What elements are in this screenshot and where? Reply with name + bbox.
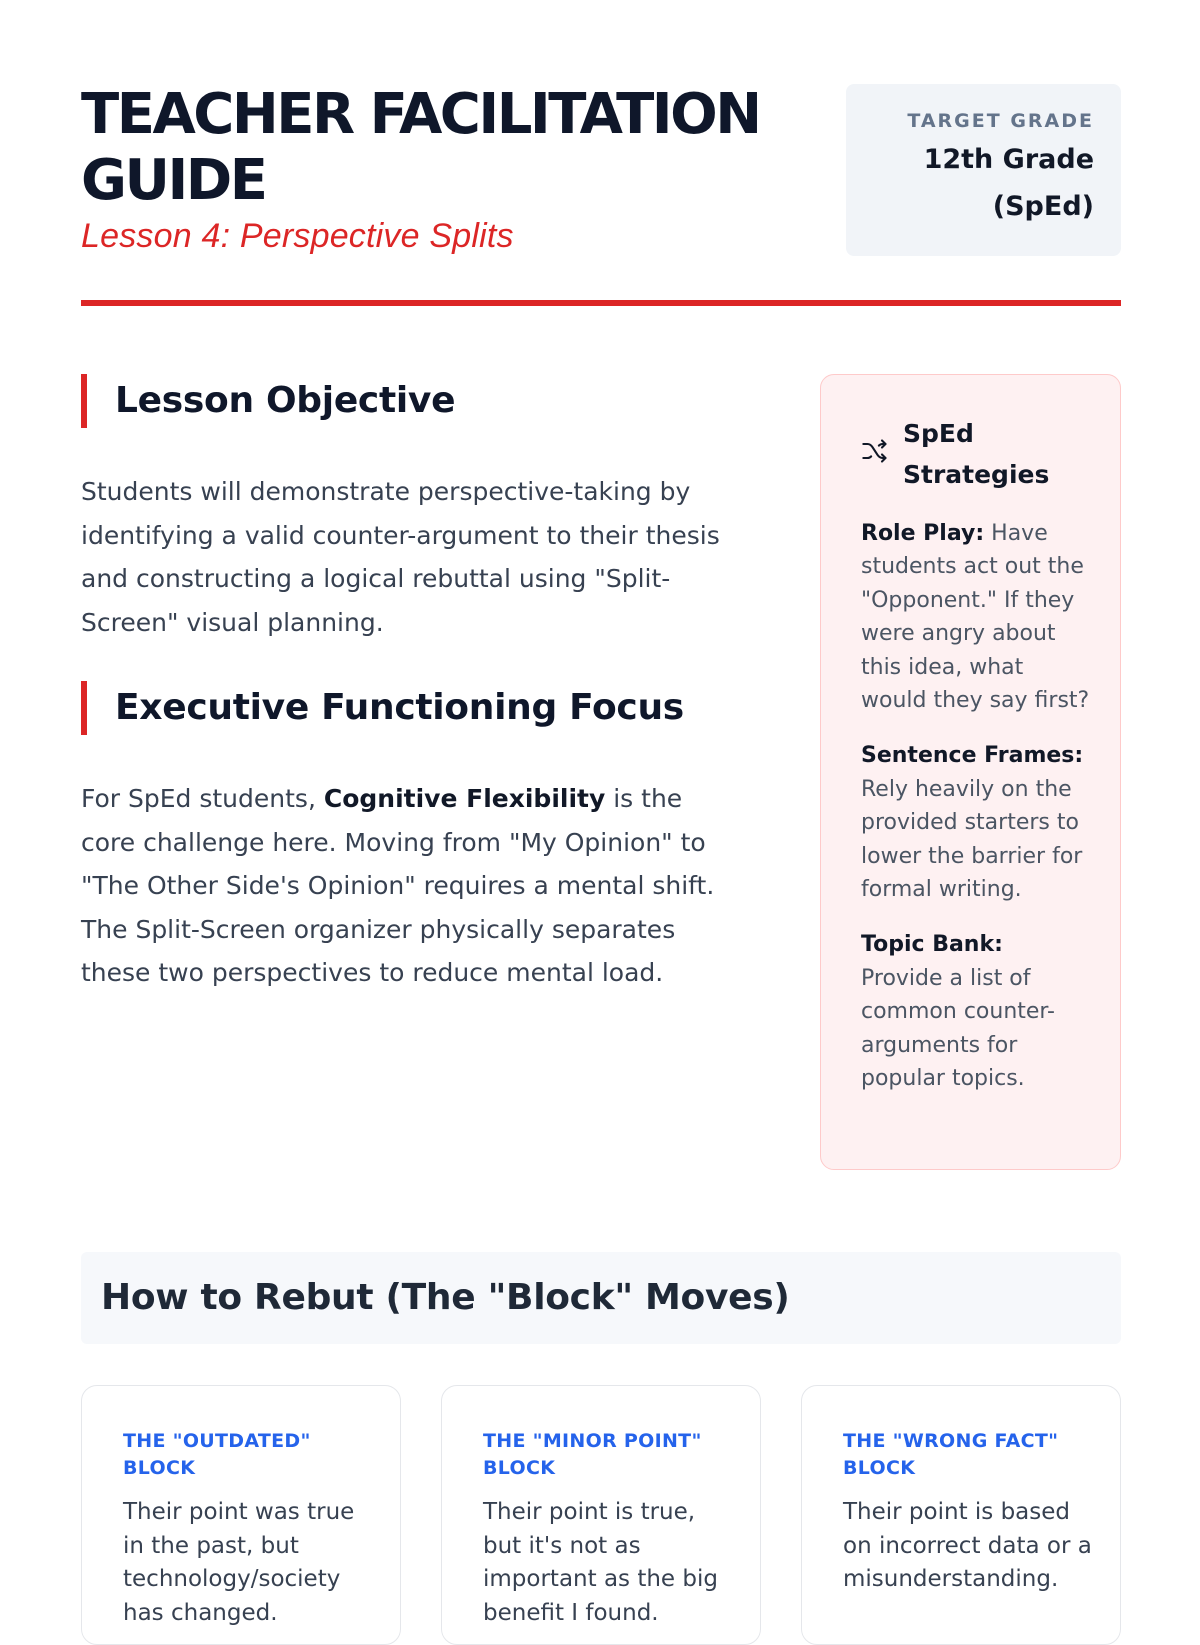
sped-strategies-title: SpEd Strategies: [903, 419, 1050, 489]
block-card-wrong-fact: [801, 1385, 1121, 1645]
lesson-objective-title: Lesson Objective: [115, 380, 456, 421]
lesson-objective-text: Students will demonstrate perspective-taking by identifying a valid counter-argument to their thesis and constructing a logical rebuttal using "Split-Screen" visual planning.: [81, 477, 720, 637]
page-title: TEACHER FACILITATION GUIDE: [81, 82, 760, 213]
header-divider: [81, 300, 1121, 306]
shuffle-icon: [861, 437, 889, 465]
title-block: [81, 82, 801, 256]
strategy-text: Have students act out the "Opponent." If they were angry about this idea, what would they say first?: [861, 521, 1090, 714]
lesson-objective-heading: [81, 374, 741, 428]
rebut-section-title: How to Rebut (The "Block" Moves): [101, 1277, 790, 1318]
strategy-topic-bank: [861, 928, 1090, 1095]
ef-focus-text-prefix: For SpEd students,: [81, 784, 324, 813]
strategy-title: Role Play:: [861, 521, 985, 546]
strategy-title: Sentence Frames:: [861, 743, 1084, 769]
ef-focus-text: [81, 777, 741, 995]
block-card-text: Their point is based on incorrect data or a misunderstanding.: [843, 1499, 1092, 1592]
strategy-title: Topic Bank:: [861, 932, 1003, 958]
block-card-minor-point: [441, 1385, 761, 1645]
ef-focus-text-bold: Cognitive Flexibility: [323, 784, 606, 813]
strategy-role-play: [861, 517, 1090, 717]
grade-value-line2: (SpEd): [992, 191, 1094, 222]
sped-strategies-box: [820, 374, 1121, 1170]
block-card-title: THE "OUTDATED" BLOCK: [123, 1430, 311, 1479]
page-header: [81, 82, 1121, 306]
block-card-outdated: [81, 1385, 401, 1645]
ef-focus-heading: [81, 681, 741, 735]
target-grade-box: [846, 84, 1121, 256]
rebut-section-header: [81, 1252, 1121, 1344]
lesson-objective-section: [81, 374, 741, 644]
heading-accent-bar: [81, 374, 87, 428]
block-card-text: Their point is true, but it's not as important as the big benefit I found.: [483, 1499, 718, 1626]
ef-focus-title: Executive Functioning Focus: [115, 687, 684, 728]
strategy-sentence-frames: [861, 739, 1090, 906]
ef-focus-text-suffix: is the core challenge here. Moving from "My Opinion" to "The Other Side's Opinion" requires a mental shift. The Split-Screen organizer physically separates these two perspectives to reduce mental load.: [81, 784, 715, 987]
strategy-text: Rely heavily on the provided starters to lower the barrier for formal writing.: [861, 776, 1083, 903]
target-grade-value: [846, 136, 1094, 230]
block-card-title: THE "WRONG FACT" BLOCK: [843, 1430, 1059, 1479]
ef-focus-section: [81, 681, 741, 995]
heading-accent-bar: [81, 681, 87, 735]
target-grade-label: TARGET GRADE: [907, 110, 1094, 132]
grade-value-line1: 12th Grade: [923, 144, 1094, 175]
lesson-subtitle: Lesson 4: Perspective Splits: [81, 217, 514, 255]
strategy-text: Provide a list of common counter-arguments for popular topics.: [861, 965, 1055, 1092]
block-card-title: THE "MINOR POINT" BLOCK: [483, 1430, 702, 1479]
block-card-text: Their point was true in the past, but technology/society has changed.: [123, 1499, 355, 1626]
sped-strategies-header: [861, 413, 1090, 495]
